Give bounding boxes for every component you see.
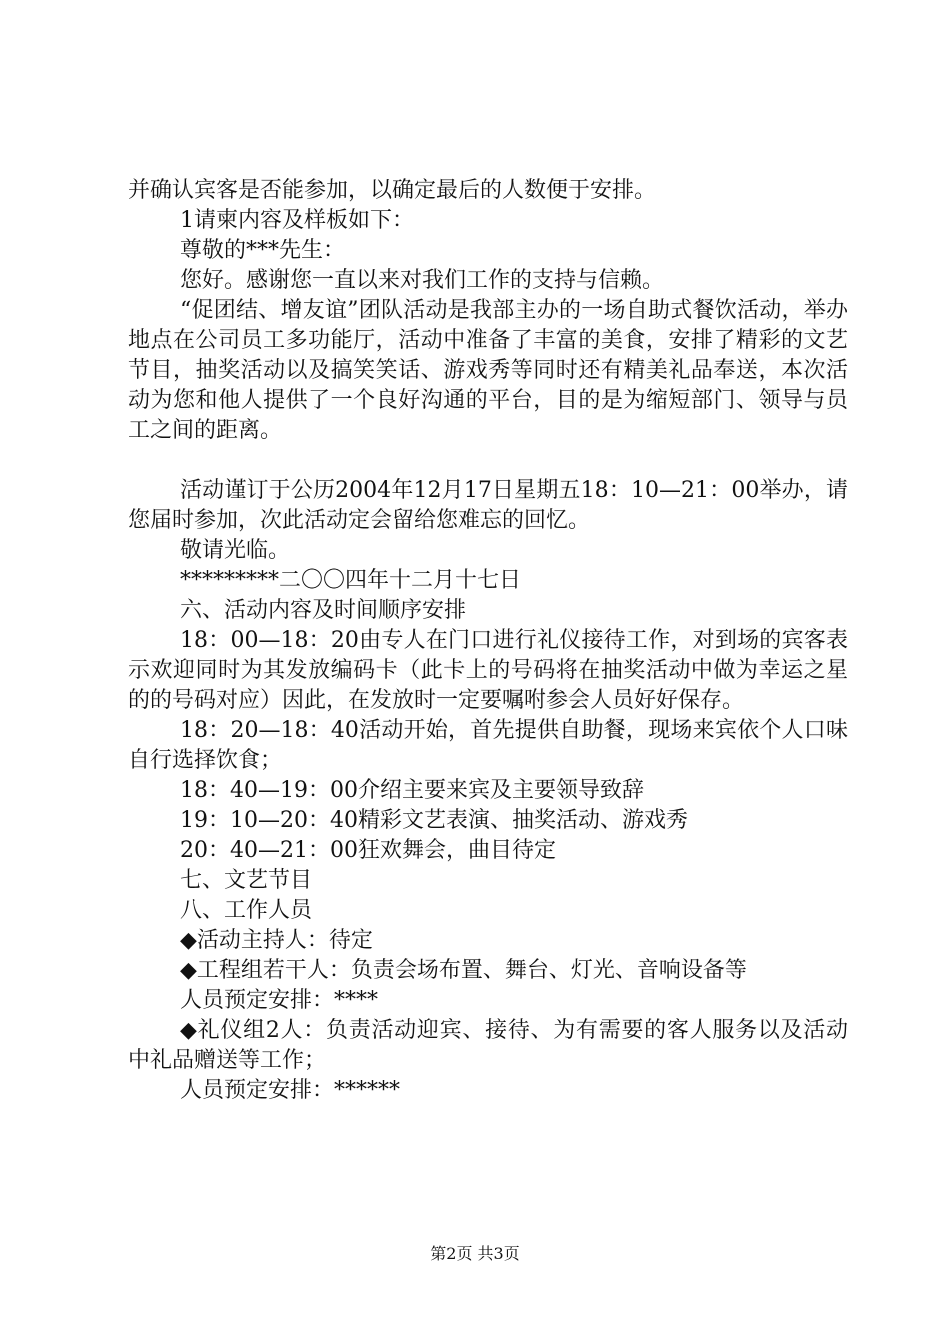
paragraph: 活动谨订于公历2004年12月17日星期五18：10—21：00举办，请您届时参加，次此活动定会留给您难忘的回忆。 (128, 478, 848, 533)
schedule-item: 18：20—18：40活动开始，首先提供自助餐，现场来宾依个人口味自行选择饮食； (128, 718, 848, 773)
schedule-item: 19：10—20：40精彩文艺表演、抽奖活动、游戏秀 (180, 808, 688, 833)
section-heading: 七、文艺节目 (180, 868, 313, 893)
paragraph: “促团结、增友谊”团队活动是我部主办的一场自助式餐饮活动，举办地点在公司员工多功能厅，活动中准备了丰富的美食，安排了精彩的文艺节目，抽奖活动以及搞笑笑话、游戏秀等同时还有精美礼品奉送，本次活动为您和他人提供了一个良好沟通的平台，目的是为缩短部门、领导与员工之间的距离。 (128, 298, 848, 443)
section-heading: 六、活动内容及时间顺序安排 (180, 598, 467, 623)
section-heading: 八、工作人员 (180, 898, 313, 923)
salutation: 尊敬的***先生： (180, 238, 346, 263)
page-footer (0, 1244, 950, 1264)
paragraph: 您好。感谢您一直以来对我们工作的支持与信赖。 (180, 268, 665, 293)
paragraph: 敬请光临。 (180, 538, 291, 563)
staff-item: ◆活动主持人：待定 (180, 928, 373, 953)
staff-item: ◆礼仪组2人：负责活动迎宾、接待、为有需要的客人服务以及活动中礼品赠送等工作； (128, 1018, 848, 1073)
page-number: 第2页 共3页 (430, 1244, 520, 1263)
schedule-item: 20：40—21：00狂欢舞会，曲目待定 (180, 838, 556, 863)
paragraph: 并确认宾客是否能参加，以确定最后的人数便于安排。 (128, 178, 657, 203)
paragraph: 1请柬内容及样板如下： (180, 208, 414, 233)
schedule-item: 18：00—18：20由专人在门口进行礼仪接待工作，对到场的宾客表示欢迎同时为其发放编码卡（此卡上的号码将在抽奖活动中做为幸运之星的的号码对应）因此，在发放时一定要嘱咐参会人员好好保存。 (128, 628, 848, 713)
staff-assignment: 人员预定安排：****** (180, 1078, 401, 1103)
schedule-item: 18：40—19：00介绍主要来宾及主要领导致辞 (180, 778, 644, 803)
staff-item: ◆工程组若干人：负责会场布置、舞台、灯光、音响设备等 (180, 958, 747, 983)
staff-assignment: 人员预定安排：**** (180, 988, 379, 1013)
document-body (128, 176, 848, 1106)
signature-date: *********二〇〇四年十二月十七日 (180, 568, 522, 593)
